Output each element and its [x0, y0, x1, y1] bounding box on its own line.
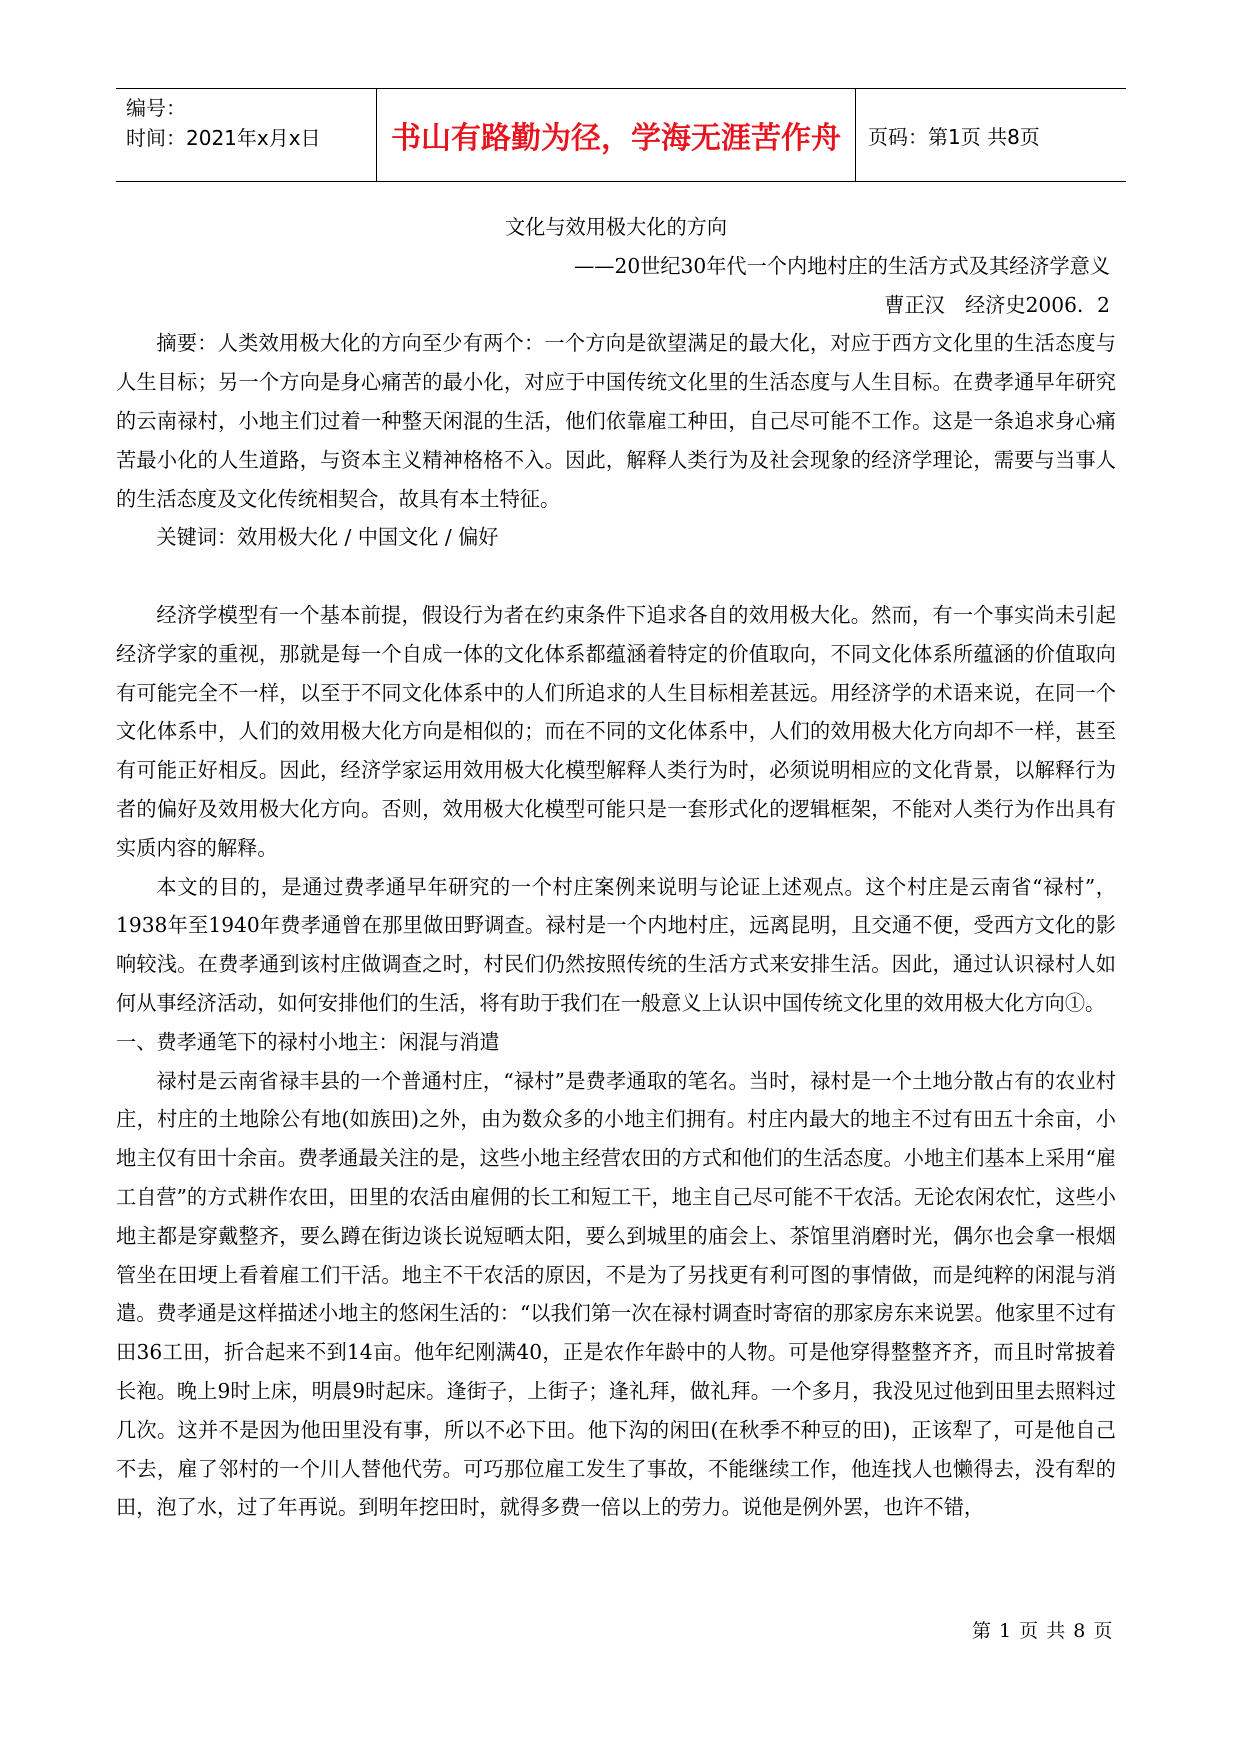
article-paragraph-3: 禄村是云南省禄丰县的一个普通村庄，“禄村”是费孝通取的笔名。当时，禄村是一个土地分散占有的农业村庄，村庄的土地除公有地(如族田)之外，由为数众多的小地主们拥有。村庄内最大的地主不过有田五十余亩，小地主仅有田十余亩。费孝通最关注的是，这些小地主经营农田的方式和他们的生活态度。小地主们基本上采用“雇工自营”的方式耕作农田，田里的农活由雇佣的长工和短工干，地主自己尽可能不干农活。无论农闲农忙，这些小地主都是穿戴整齐，要么蹲在街边谈长说短晒太阳，要么到城里的庙会上、茶馆里消磨时光，偶尔也会拿一根烟管坐在田埂上看着雇工们干活。地主不干农活的原因，不是为了另找更有利可图的事情做，而是纯粹的闲混与消遣。费孝通是这样描述小地主的悠闲生活的：“以我们第一次在禄村调查时寄宿的那家房东来说罢。他家里不过有田36工田，折合起来不到14亩。他年纪刚满40，正是农作年龄中的人物。可是他穿得整整齐齐，而且时常披着长袍。晚上9时上床，明晨9时起床。逢街子，上街子；逢礼拜，做礼拜。一个多月，我没见过他到田里去照料过几次。这并不是因为他田里没有事，所以不必下田。他下沟的闲田(在秋季不种豆的田)，正该犁了，可是他自己不去，雇了邻村的一个川人替他代劳。可巧那位雇工发生了事故，不能继续工作，他连找人也懒得去，没有犁的田，泡了水，过了年再说。到明年挖田时，就得多费一倍以上的劳力。说他是例外罢，也许不错， [116, 1068, 1116, 1520]
document-number-label: 编号： [126, 96, 186, 120]
article-author: 曹正汉 经济史2006．2 [884, 292, 1110, 317]
header-page-info: 页码：第1页 共8页 [868, 124, 1040, 149]
article-body [116, 208, 1116, 1527]
page-footer: 第 1 页 共 8 页 [972, 1620, 1114, 1642]
paragraph-gap [116, 557, 1116, 596]
document-time-label: 时间：2021年x月x日 [126, 126, 321, 150]
article-paragraph-2: 本文的目的，是通过费孝通早年研究的一个村庄案例来说明与论证上述观点。这个村庄是云南省“禄村”，1938年至1940年费孝通曾在那里做田野调查。禄村是一个内地村庄，远离昆明，且交通不便，受西方文化的影响较浅。在费孝通到该村庄做调查之时，村民们仍然按照传统的生活方式来安排生活。因此，通过认识禄村人如何从事经济活动，如何安排他们的生活，将有助于我们在一般意义上认识中国传统文化里的效用极大化方向①。 [116, 874, 1116, 1015]
page-header [116, 88, 1126, 182]
header-motto: 书山有路勤为径，学海无涯苦作舟 [376, 89, 856, 181]
article-subtitle: ——20世纪30年代一个内地村庄的生活方式及其经济学意义 [574, 253, 1110, 278]
article-title: 文化与效用极大化的方向 [504, 215, 728, 239]
article-paragraph-1: 经济学模型有一个基本前提，假设行为者在约束条件下追求各自的效用极大化。然而，有一个事实尚未引起经济学家的重视，那就是每一个自成一体的文化体系都蕴涵着特定的价值取向，不同文化体系所蕴涵的价值取向有可能完全不一样，以至于不同文化体系中的人们所追求的人生目标相差甚远。用经济学的术语来说，在同一个文化体系中，人们的效用极大化方向是相似的；而在不同的文化体系中，人们的效用极大化方向却不一样，甚至有可能正好相反。因此，经济学家运用效用极大化模型解释人类行为时，必须说明相应的文化背景，以解释行为者的偏好及效用极大化方向。否则，效用极大化模型可能只是一套形式化的逻辑框架，不能对人类行为作出具有实质内容的解释。 [116, 602, 1116, 860]
article-abstract: 摘要：人类效用极大化的方向至少有两个：一个方向是欲望满足的最大化，对应于西方文化里的生活态度与人生目标；另一个方向是身心痛苦的最小化，对应于中国传统文化里的生活态度与人生目标。在费孝通早年研究的云南禄村，小地主们过着一种整天闲混的生活，他们依靠雇工种田，自己尽可能不工作。这是一条追求身心痛苦最小化的人生道路，与资本主义精神格格不入。因此，解释人类行为及社会现象的经济学理论，需要与当事人的生活态度及文化传统相契合，故具有本土特征。 [116, 331, 1116, 511]
section-heading-1: 一、费孝通笔下的禄村小地主：闲混与消遣 [116, 1029, 500, 1054]
header-left [126, 89, 376, 185]
article-keywords: 关键词：效用极大化 / 中国文化 / 偏好 [156, 525, 499, 550]
